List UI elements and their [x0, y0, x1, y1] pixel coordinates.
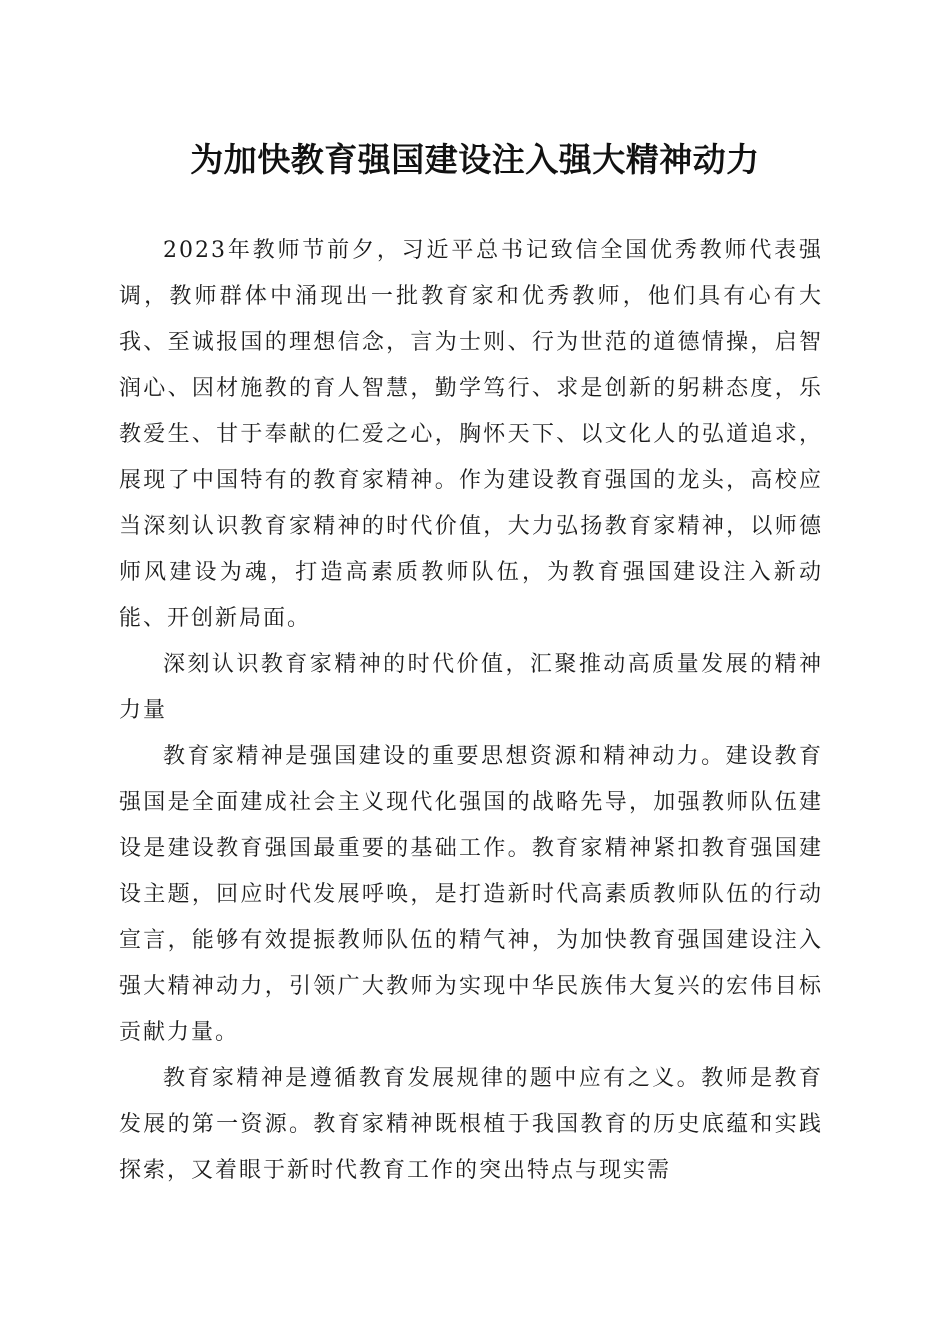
document-title: 为加快教育强国建设注入强大精神动力	[190, 140, 760, 179]
section-heading: 深刻认识教育家精神的时代价值，汇聚推动高质量发展的精神力量	[119, 652, 823, 723]
paragraph-strong-nation: 教育家精神是强国建设的重要思想资源和精神动力。建设教育强国是全面建成社会主义现代化强国的战略先导，加强教师队伍建设是建设教育强国最重要的基础工作。教育家精神紧扣教育强国建设主题，回应时代发展呼唤，是打造新时代高素质教师队伍的行动宣言，能够有效提振教师队伍的精气神，为加快教育强国建设注入强大精神动力，引领广大教师为实现中华民族伟大复兴的宏伟目标贡献力量。	[119, 744, 823, 1045]
paragraph-education-law: 教育家精神是遵循教育发展规律的题中应有之义。教师是教育发展的第一资源。教育家精神既根植于我国教育的历史底蕴和实践探索，又着眼于新时代教育工作的突出特点与现实需	[119, 1066, 823, 1183]
document-body	[119, 228, 823, 1194]
paragraph-intro: 2023年教师节前夕，习近平总书记致信全国优秀教师代表强调，教师群体中涌现出一批教育家和优秀教师，他们具有心有大我、至诚报国的理想信念，言为士则、行为世范的道德情操，启智润心、因材施教的育人智慧，勤学笃行、求是创新的躬耕态度，乐教爱生、甘于奉献的仁爱之心，胸怀天下、以文化人的弘道追求，展现了中国特有的教育家精神。作为建设教育强国的龙头，高校应当深刻认识教育家精神的时代价值，大力弘扬教育家精神，以师德师风建设为魂，打造高素质教师队伍，为教育强国建设注入新动能、开创新局面。	[119, 238, 823, 631]
